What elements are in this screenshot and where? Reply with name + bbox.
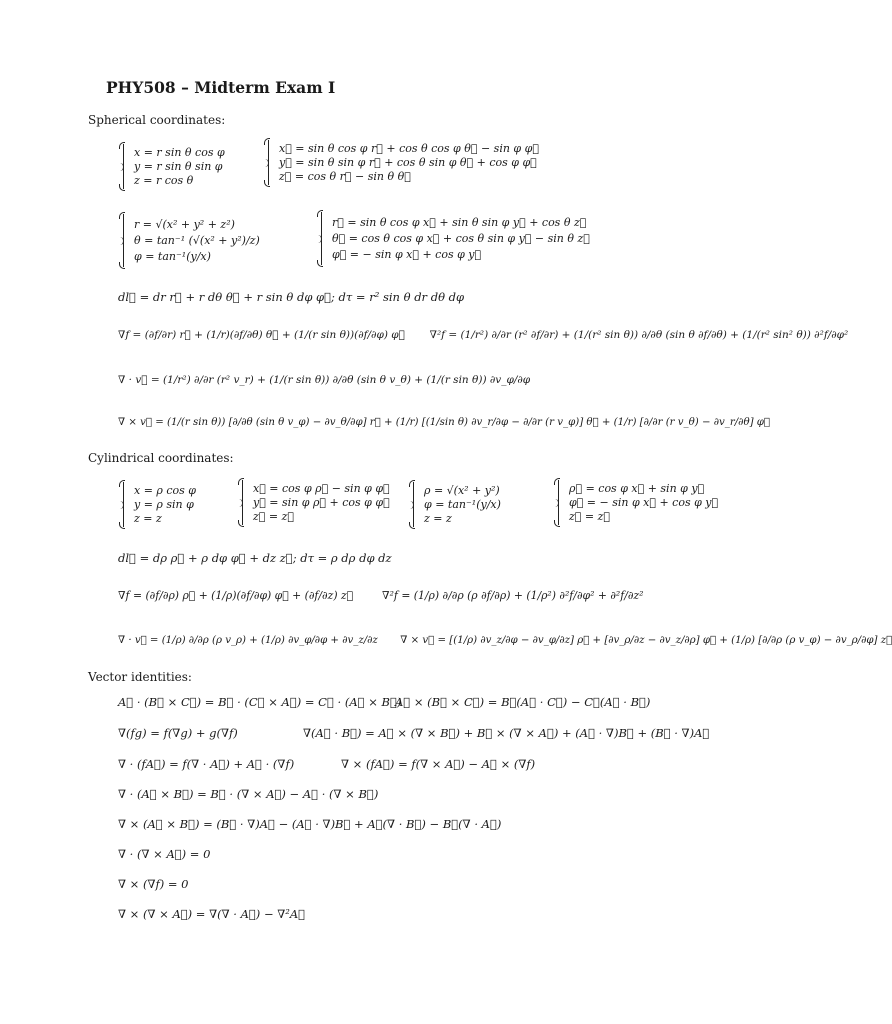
equation: θ⃗ = cos θ cos φ x⃗ + cos θ sin φ y⃗ − sin θ z⃗: [332, 232, 590, 245]
identities-heading: Vector identities:: [88, 670, 192, 684]
identity-div-curl: ∇ · (∇ × A⃗) = 0: [118, 847, 211, 861]
page-title: PHY508 – Midterm Exam I: [106, 78, 336, 97]
equation: z⃗ = z⃗: [569, 510, 611, 523]
cylindrical-gradient: ∇f = (∂f/∂ρ) ρ⃗ + (1/ρ)(∂f/∂φ) φ⃗ + (∂f/∂z) z⃗: [118, 589, 354, 602]
cylindrical-cartesian-units-system: [242, 480, 390, 525]
equation: r = √(x² + y² + z²): [134, 218, 235, 231]
equation: y = r sin θ sin φ: [134, 160, 223, 173]
equation: ρ⃗ = cos φ x⃗ + sin φ y⃗: [569, 482, 705, 495]
identity-curl-grad: ∇ × (∇f) = 0: [118, 877, 189, 891]
equation: φ⃗ = − sin φ x⃗ + cos φ y⃗: [569, 496, 719, 509]
equation: z⃗ = z⃗: [253, 510, 295, 523]
spherical-cartesian-system: [123, 144, 225, 189]
spherical-laplacian: ∇²f = (1/r²) ∂/∂r (r² ∂f/∂r) + (1/(r² sin θ)) ∂/∂θ (sin θ ∂f/∂θ) + (1/(r² sin² θ)) ∂²f/∂φ²: [429, 329, 849, 341]
equation: z = z: [424, 512, 452, 525]
spherical-divergence: ∇ · v⃗ = (1/r²) ∂/∂r (r² v_r) + (1/(r sin θ)) ∂/∂θ (sin θ v_θ) + (1/(r sin θ)) ∂v_φ/∂φ: [118, 374, 531, 386]
cylindrical-laplacian: ∇²f = (1/ρ) ∂/∂ρ (ρ ∂f/∂ρ) + (1/ρ²) ∂²f/∂φ² + ∂²f/∂z²: [382, 589, 644, 602]
equation: y⃗ = sin φ ρ⃗ + cos φ φ⃗: [253, 496, 390, 509]
identity-grad-product: ∇(fg) = f(∇g) + g(∇f): [118, 726, 238, 740]
equation: y = ρ sin φ: [134, 498, 194, 511]
spherical-curl: ∇ × v⃗ = (1/(r sin θ)) [∂/∂θ (sin θ v_φ) − ∂v_θ/∂φ] r⃗ + (1/r) [(1/sin θ) ∂v_r/∂φ − ∂/∂r (r v_φ)] θ⃗ + (1/r) [∂/∂r (r v_θ) − ∂v_r/∂θ] φ⃗: [118, 417, 771, 428]
equation: r⃗ = sin θ cos φ x⃗ + sin θ sin φ y⃗ + cos θ z⃗: [332, 216, 587, 229]
cylindrical-line-element: dl⃗ = dρ ρ⃗ + ρ dφ φ⃗ + dz z⃗; dτ = ρ dρ dφ dz: [118, 551, 392, 565]
cylindrical-gradient-laplacian: [118, 591, 643, 602]
spherical-gradient-laplacian: [118, 330, 848, 341]
spherical-inverse-system: [123, 214, 260, 267]
equation: y⃗ = sin θ sin φ r⃗ + cos θ sin φ θ⃗ + cos φ φ⃗: [279, 156, 537, 169]
equation: x = ρ cos φ: [134, 484, 197, 497]
equation: x⃗ = sin θ cos φ r⃗ + cos θ cos φ θ⃗ − sin φ φ⃗: [279, 142, 539, 155]
identity-triple-scalar: A⃗ · (B⃗ × C⃗) = B⃗ · (C⃗ × A⃗) = C⃗ · (A⃗ × B⃗): [118, 695, 402, 709]
cylindrical-heading: Cylindrical coordinates:: [88, 451, 234, 465]
cylindrical-curl: ∇ × v⃗ = [(1/ρ) ∂v_z/∂φ − ∂v_φ/∂z] ρ⃗ + [∂v_ρ/∂z − ∂v_z/∂ρ] φ⃗ + (1/ρ) [∂/∂ρ (ρ v_φ) − ∂v_ρ/∂φ] z⃗: [400, 635, 892, 646]
equation: x = r sin θ cos φ: [134, 146, 225, 159]
spherical-cartesian-units-system: [268, 140, 539, 185]
equation: x⃗ = cos φ ρ⃗ − sin φ φ⃗: [253, 482, 390, 495]
identity-triple-vector: A⃗ × (B⃗ × C⃗) = B⃗(A⃗ · C⃗) − C⃗(A⃗ · B⃗): [395, 695, 651, 709]
identity-div-fA: ∇ · (fA⃗) = f(∇ · A⃗) + A⃗ · (∇f): [118, 757, 295, 771]
cylindrical-cartesian-system: [123, 482, 196, 527]
equation: z = r cos θ: [134, 174, 194, 187]
equation: z = z: [134, 512, 162, 525]
identity-grad-dot: ∇(A⃗ · B⃗) = A⃗ × (∇ × B⃗) + B⃗ × (∇ × A⃗) + (A⃗ · ∇)B⃗ + (B⃗ · ∇)A⃗: [303, 726, 710, 740]
spherical-heading: Spherical coordinates:: [88, 113, 226, 127]
equation: z⃗ = cos θ r⃗ − sin θ θ⃗: [279, 170, 411, 183]
identity-curl-fA: ∇ × (fA⃗) = f(∇ × A⃗) − A⃗ × (∇f): [341, 757, 536, 771]
equation: φ⃗ = − sin φ x⃗ + cos φ y⃗: [332, 248, 482, 261]
cylindrical-div-curl: [118, 636, 892, 646]
cylindrical-inverse-system: [413, 482, 501, 527]
equation: θ = tan⁻¹ (√(x² + y²)/z): [134, 234, 260, 247]
equation: ρ = √(x² + y²): [424, 484, 500, 497]
cylindrical-divergence: ∇ · v⃗ = (1/ρ) ∂/∂ρ (ρ v_ρ) + (1/ρ) ∂v_φ/∂φ + ∂v_z/∂z: [118, 635, 378, 646]
identity-div-cross: ∇ · (A⃗ × B⃗) = B⃗ · (∇ × A⃗) − A⃗ · (∇ × B⃗): [118, 787, 379, 801]
cylindrical-units-system: [558, 480, 718, 525]
spherical-units-system: [321, 212, 590, 265]
spherical-line-element: dl⃗ = dr r⃗ + r dθ θ⃗ + r sin θ dφ φ⃗; dτ = r² sin θ dr dθ dφ: [118, 290, 465, 304]
identity-curl-curl: ∇ × (∇ × A⃗) = ∇(∇ · A⃗) − ∇²A⃗: [118, 907, 306, 921]
identity-curl-cross: ∇ × (A⃗ × B⃗) = (B⃗ · ∇)A⃗ − (A⃗ · ∇)B⃗ + A⃗(∇ · B⃗) − B⃗(∇ · A⃗): [118, 817, 502, 831]
equation: φ = tan⁻¹(y/x): [134, 250, 211, 263]
spherical-gradient: ∇f = (∂f/∂r) r⃗ + (1/r)(∂f/∂θ) θ⃗ + (1/(r sin θ))(∂f/∂φ) φ⃗: [118, 329, 405, 341]
equation: φ = tan⁻¹(y/x): [424, 498, 501, 511]
